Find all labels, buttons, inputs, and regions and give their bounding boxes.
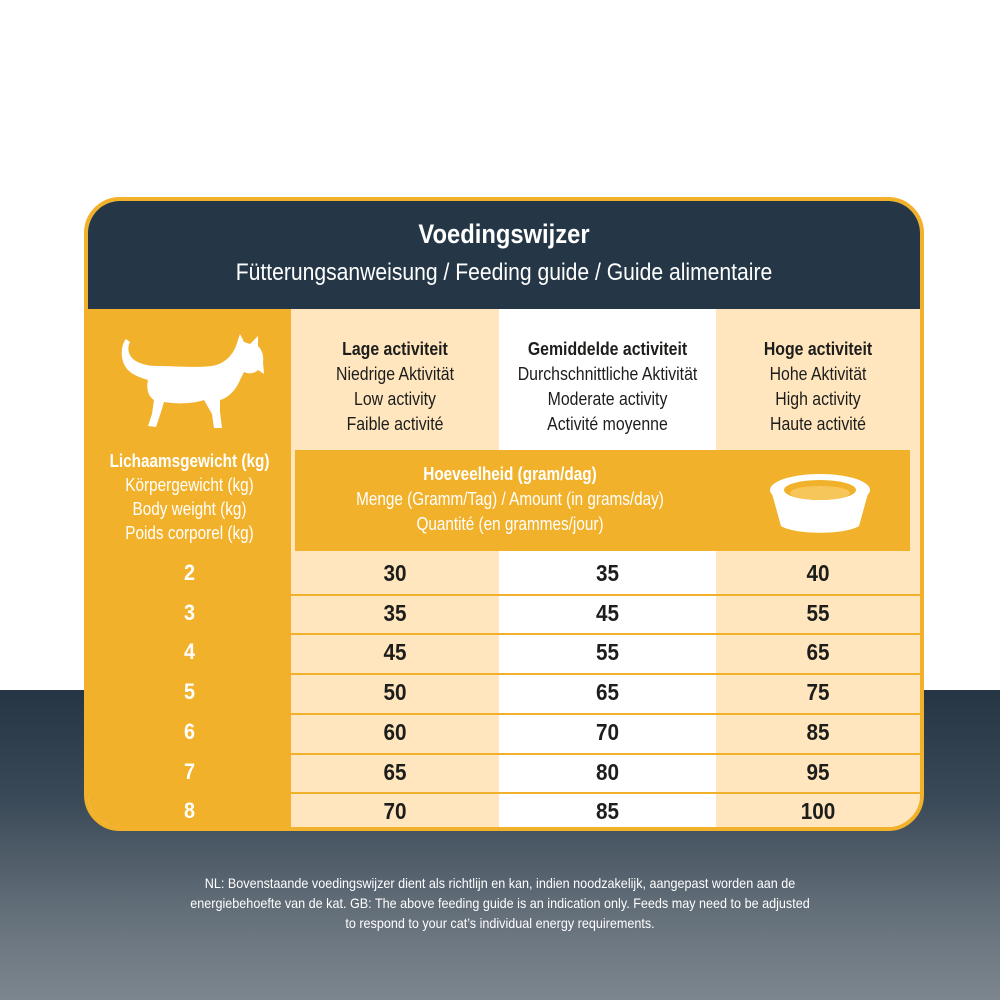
amount-cell: 60 bbox=[383, 718, 407, 745]
activity-high-nl: Hoge activiteit bbox=[763, 339, 873, 359]
card-header bbox=[88, 201, 920, 309]
amount-cell: 65 bbox=[383, 758, 407, 785]
amount-cell: 70 bbox=[595, 718, 620, 745]
amount-cell: 55 bbox=[806, 599, 830, 626]
amount-label bbox=[327, 462, 693, 537]
footnote-line-2: energiebehoefte van de kat. GB: The above feeding guide is an indication only. Feeds may need to be adjusted bbox=[190, 895, 810, 911]
row-divider bbox=[291, 753, 920, 755]
amount-cell: 75 bbox=[806, 679, 830, 706]
activity-low-de: Niedrige Aktivität bbox=[336, 364, 454, 384]
row-divider bbox=[291, 633, 920, 635]
weight-value: 3 bbox=[183, 599, 196, 625]
weight-value: 7 bbox=[183, 758, 196, 784]
amount-cell: 30 bbox=[383, 560, 407, 586]
weight-label-de: Körpergewicht (kg) bbox=[125, 475, 254, 495]
feeding-guide-card bbox=[84, 197, 924, 831]
footnote-line-3: to respond to your cat’s individual energy requirements. bbox=[345, 915, 655, 931]
activity-header-moderate bbox=[499, 337, 716, 437]
amount-cell: 95 bbox=[806, 758, 830, 785]
weight-label-nl: Lichaamsgewicht (kg) bbox=[109, 451, 270, 471]
activity-moderate-fr: Activité moyenne bbox=[547, 414, 668, 434]
amount-cell: 35 bbox=[383, 599, 407, 626]
weight-value: 2 bbox=[183, 560, 196, 585]
row-divider bbox=[291, 594, 920, 596]
amount-cell: 40 bbox=[806, 560, 830, 586]
row-divider bbox=[291, 673, 920, 675]
activity-header-high bbox=[716, 337, 920, 437]
row-divider bbox=[291, 713, 920, 715]
activity-moderate-en: Moderate activity bbox=[547, 389, 668, 409]
food-bowl-icon bbox=[765, 468, 875, 536]
activity-header-low bbox=[291, 337, 499, 437]
activity-high-de: Hohe Aktivität bbox=[769, 364, 867, 384]
activity-low-en: Low activity bbox=[354, 389, 436, 409]
weight-value: 4 bbox=[183, 639, 196, 665]
amount-label-de-en: Menge (Gramm/Tag) / Amount (in grams/day) bbox=[356, 489, 664, 509]
weight-label-fr: Poids corporel (kg) bbox=[125, 523, 254, 543]
amount-cell: 55 bbox=[595, 639, 620, 666]
cat-icon bbox=[116, 334, 271, 434]
activity-high-en: High activity bbox=[775, 389, 861, 409]
amount-cell: 45 bbox=[595, 599, 620, 626]
amount-cell: 100 bbox=[800, 798, 836, 825]
amount-cell: 45 bbox=[383, 639, 407, 666]
activity-high-fr: Haute activité bbox=[770, 414, 866, 434]
weight-value: 5 bbox=[183, 679, 196, 705]
amount-label-fr: Quantité (en grammes/jour) bbox=[416, 514, 604, 534]
amount-band bbox=[295, 450, 910, 551]
row-divider bbox=[291, 792, 920, 794]
activity-low-nl: Lage activiteit bbox=[342, 339, 448, 359]
weight-value: 8 bbox=[183, 798, 196, 824]
weight-label bbox=[103, 449, 276, 545]
footnote-line-1: NL: Bovenstaande voedingswijzer dient als richtlijn en kan, indien noodzakelijk, aangepast worden aan de bbox=[204, 875, 796, 891]
card-subtitle: Fütterungsanweisung / Feeding guide / Guide alimentaire bbox=[235, 259, 773, 286]
amount-label-nl: Hoeveelheid (gram/dag) bbox=[423, 464, 597, 484]
card-title: Voedingswijzer bbox=[418, 219, 590, 249]
amount-cell: 65 bbox=[595, 679, 620, 706]
amount-cell: 85 bbox=[595, 798, 620, 825]
amount-cell: 70 bbox=[383, 798, 407, 825]
amount-cell: 50 bbox=[383, 679, 407, 706]
weight-value: 6 bbox=[183, 718, 196, 744]
activity-moderate-nl: Gemiddelde activiteit bbox=[527, 339, 688, 359]
activity-moderate-de: Durchschnittliche Aktivität bbox=[517, 364, 698, 384]
amount-cell: 35 bbox=[595, 560, 620, 586]
amount-cell: 85 bbox=[806, 718, 830, 745]
amount-cell: 80 bbox=[595, 758, 620, 785]
footnote bbox=[140, 873, 860, 933]
activity-low-fr: Faible activité bbox=[346, 414, 444, 434]
weight-label-en: Body weight (kg) bbox=[132, 499, 247, 519]
amount-cell: 65 bbox=[806, 639, 830, 666]
